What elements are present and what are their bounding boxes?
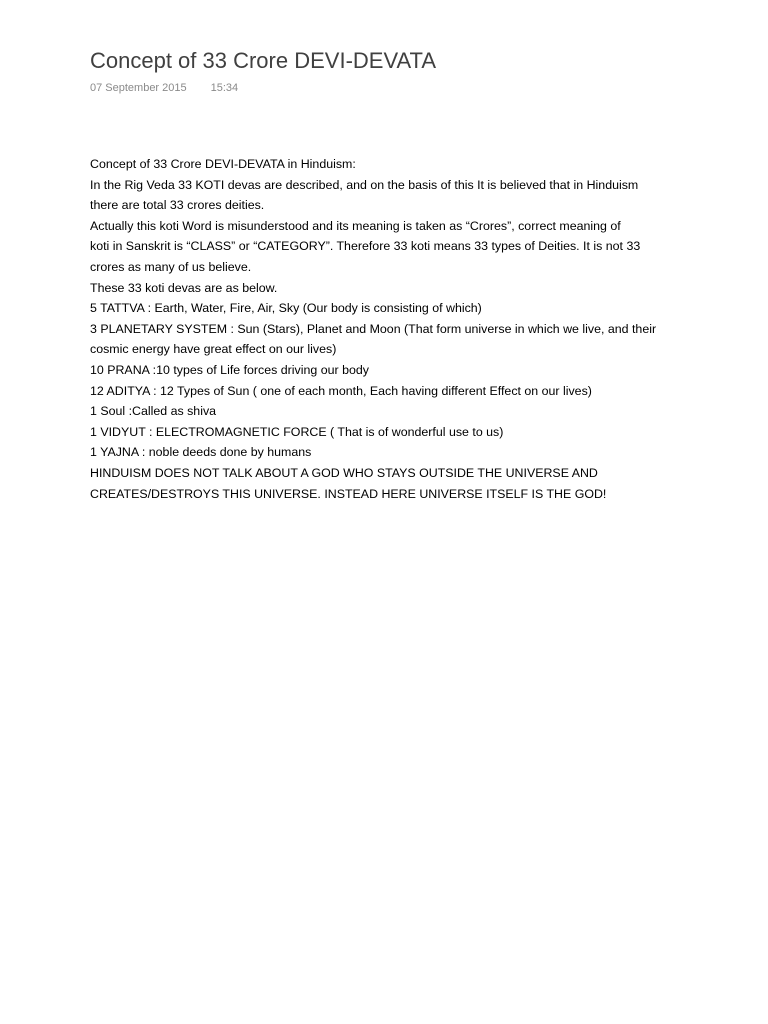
paragraph <box>90 175 690 216</box>
paragraph <box>90 381 690 402</box>
paragraph-line: 1 VIDYUT : ELECTROMAGNETIC FORCE ( That is of wonderful use to us) <box>90 424 504 439</box>
post-time: 15:34 <box>210 82 239 94</box>
post-meta <box>90 82 238 94</box>
paragraph-line: there are total 33 crores deities. <box>90 198 265 213</box>
paragraph-line: These 33 koti devas are as below. <box>90 280 278 295</box>
paragraph-line: crores as many of us believe. <box>90 259 252 274</box>
paragraph-line: 5 TATTVA : Earth, Water, Fire, Air, Sky (Our body is consisting of which) <box>90 301 482 316</box>
paragraph <box>90 319 690 360</box>
paragraph <box>90 298 690 319</box>
paragraph <box>90 278 690 299</box>
page-title: Concept of 33 Crore DEVI-DEVATA <box>90 48 437 73</box>
paragraph <box>90 154 690 175</box>
paragraph-line: koti in Sanskrit is “CLASS” or “CATEGORY”. Therefore 33 koti means 33 types of Deities. It is not 33 <box>90 239 641 254</box>
paragraph <box>90 216 690 278</box>
post-date: 07 September 2015 <box>90 82 187 94</box>
paragraph-line: 3 PLANETARY SYSTEM : Sun (Stars), Planet and Moon (That form universe in which we live, and their <box>90 321 657 336</box>
paragraph-line: cosmic energy have great effect on our lives) <box>90 342 337 357</box>
paragraph-line: 10 PRANA :10 types of Life forces driving our body <box>90 362 369 377</box>
paragraph <box>90 422 690 443</box>
document-body <box>90 154 690 504</box>
paragraph-line: HINDUISM DOES NOT TALK ABOUT A GOD WHO STAYS OUTSIDE THE UNIVERSE AND <box>90 465 598 480</box>
paragraph <box>90 442 690 463</box>
paragraph <box>90 463 690 504</box>
paragraph-line: 1 Soul :Called as shiva <box>90 404 217 419</box>
paragraph-line: In the Rig Veda 33 KOTI devas are described, and on the basis of this It is believed that in Hinduism <box>90 177 639 192</box>
paragraph-line: Actually this koti Word is misunderstood and its meaning is taken as “Crores”, correct meaning of <box>90 218 621 233</box>
paragraph <box>90 401 690 422</box>
paragraph-line: 12 ADITYA : 12 Types of Sun ( one of each month, Each having different Effect on our lives) <box>90 383 592 398</box>
paragraph-line: 1 YAJNA : noble deeds done by humans <box>90 445 312 460</box>
paragraph-line: CREATES/DESTROYS THIS UNIVERSE. INSTEAD HERE UNIVERSE ITSELF IS THE GOD! <box>90 486 607 501</box>
paragraph-line: Concept of 33 Crore DEVI-DEVATA in Hinduism: <box>90 157 356 171</box>
paragraph <box>90 360 690 381</box>
